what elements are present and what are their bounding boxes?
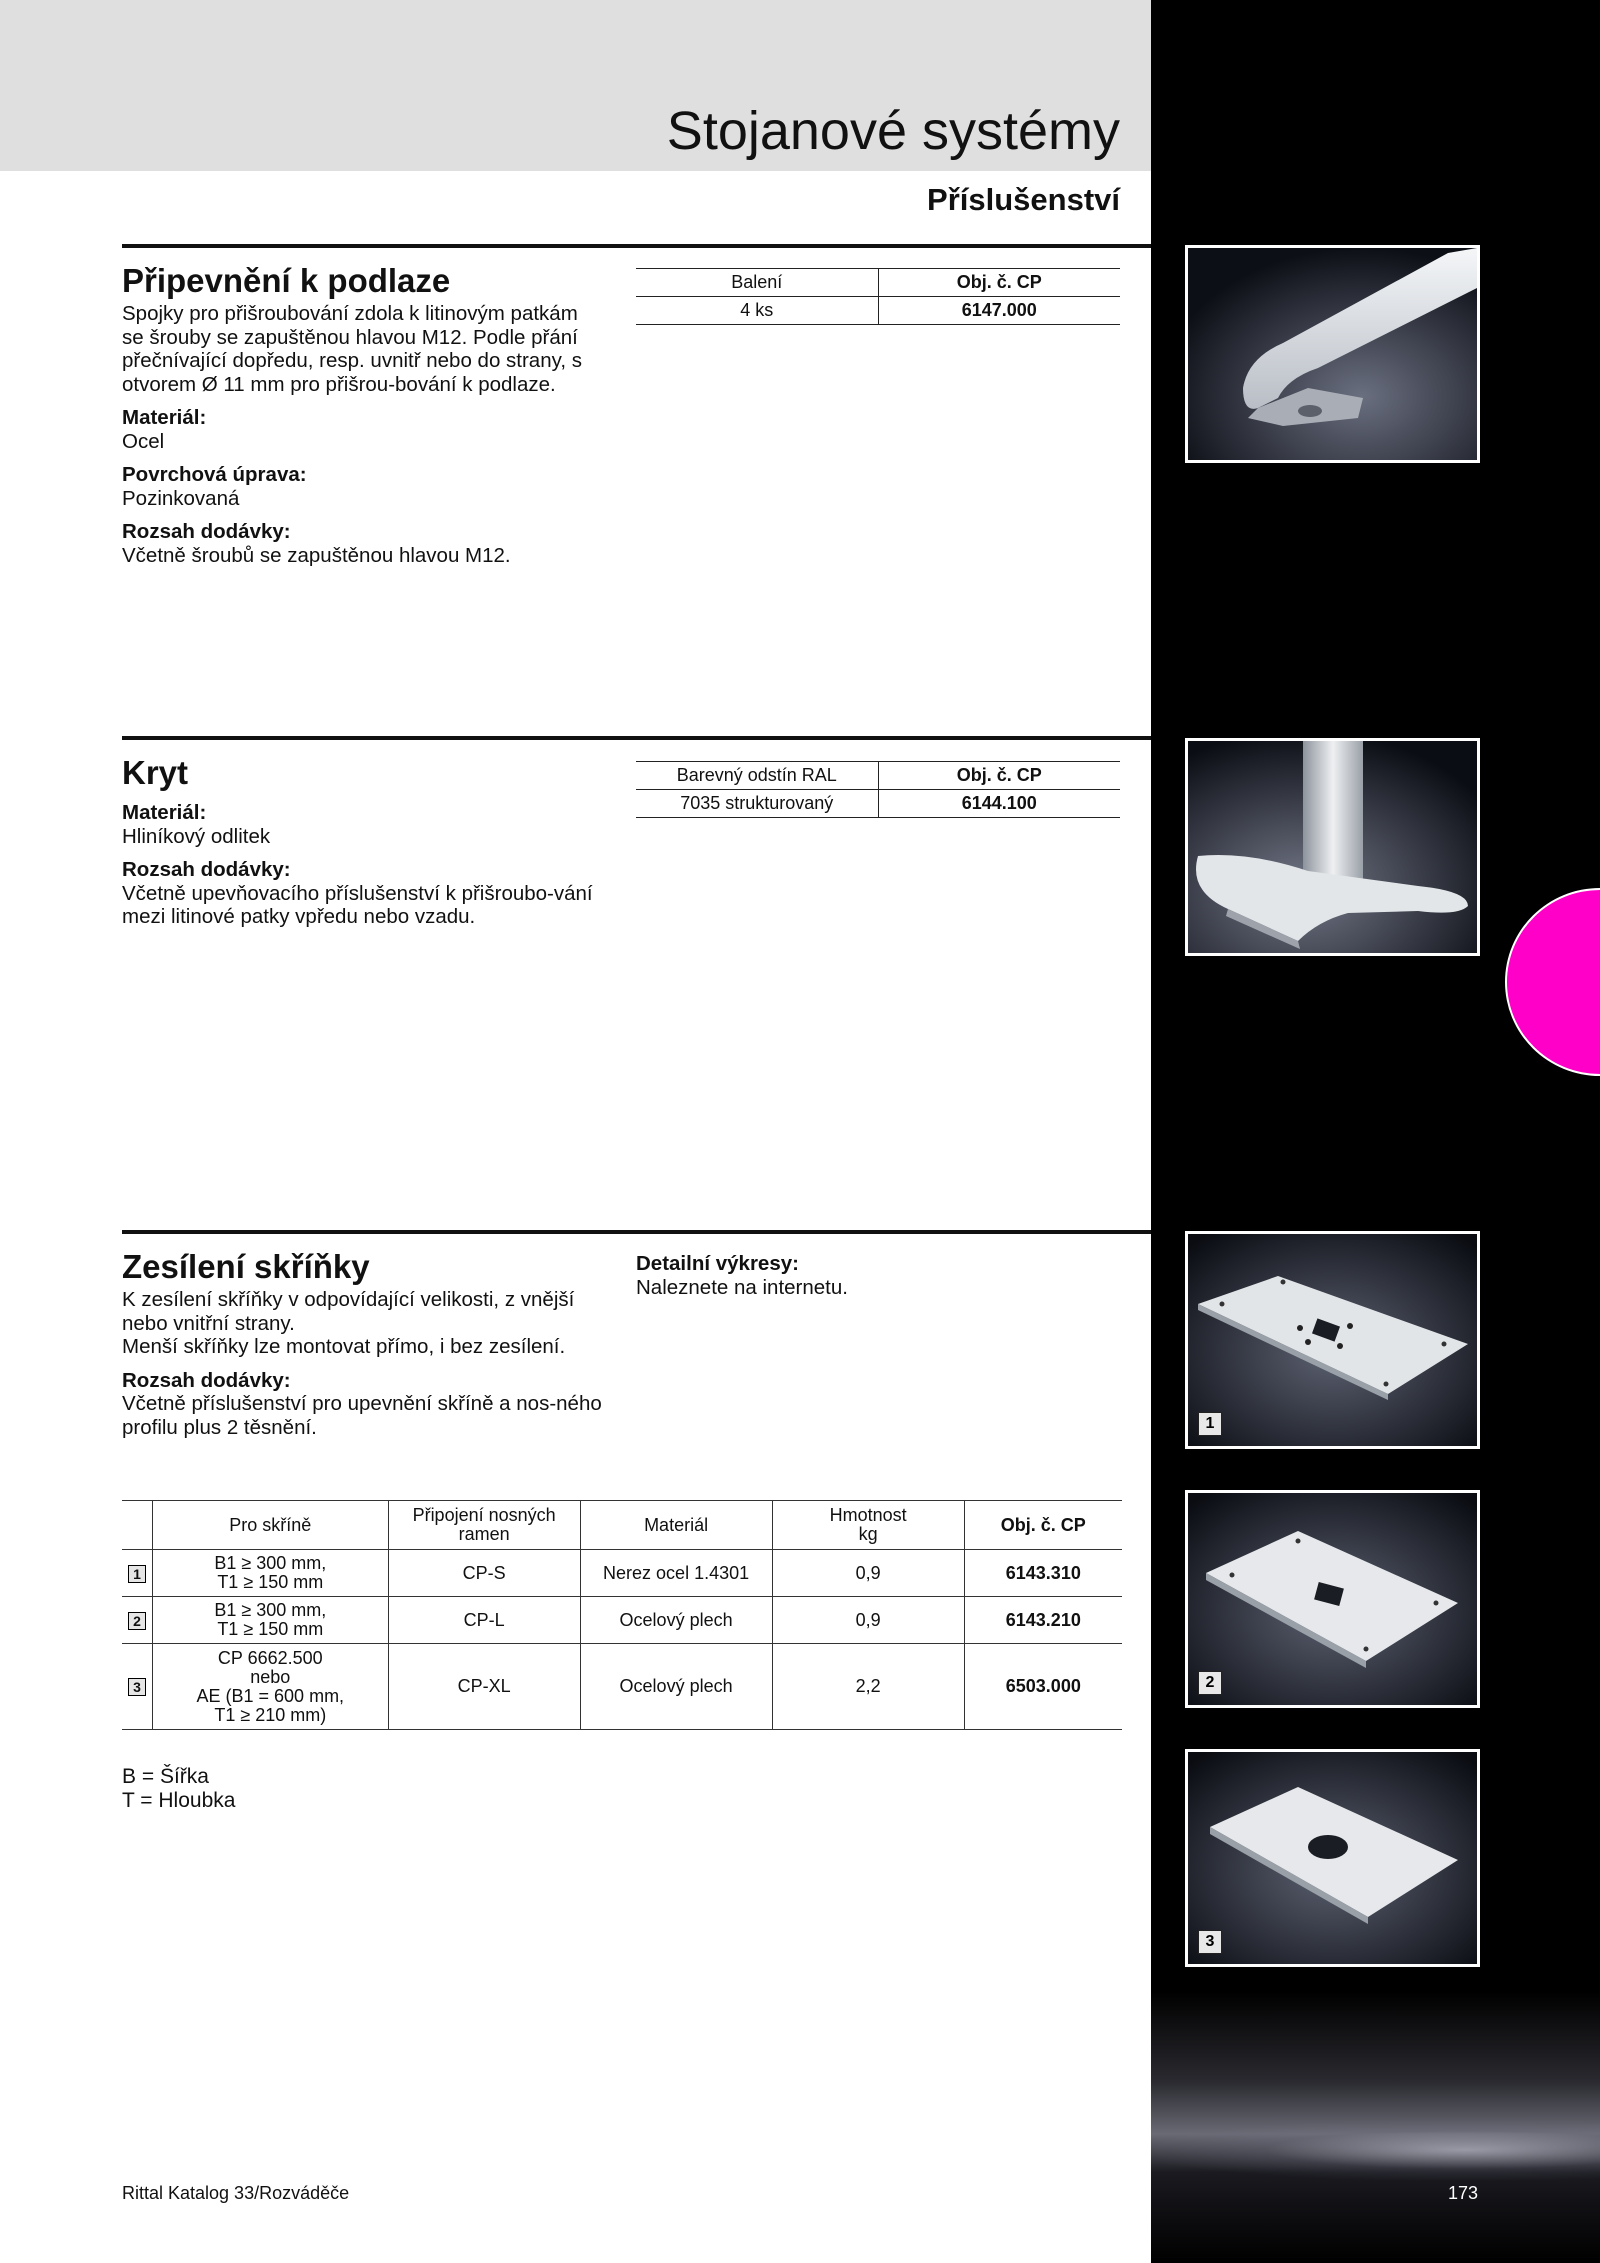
row-badge: 2 <box>128 1612 146 1630</box>
section-description: Spojky pro přišroubování zdola k litinovým patkám se šrouby se zapuštěnou hlavou M12. Podle přání přečnívající dopředu, resp. uvnitř nebo do strany, s otvorem Ø 11 mm pro přišrou-bování k podlaze. <box>122 302 582 396</box>
page-title: Stojanové systémy <box>666 101 1120 161</box>
order-number: 6147.000 <box>878 297 1120 325</box>
page-subtitle: Příslušenství <box>927 182 1120 217</box>
property-label: Rozsah dodávky: <box>122 520 291 543</box>
table-header: Materiál <box>580 1501 772 1550</box>
section-divider <box>122 736 1151 740</box>
row-badge: 1 <box>128 1565 146 1583</box>
section-title-reinforcement: Zesílení skříňky <box>122 1248 370 1285</box>
property-value: Včetně upevňovacího příslušenství k přišroubo-vání mezi litinové patky vpředu nebo vzadu. <box>122 881 593 928</box>
photo-badge: 3 <box>1198 1930 1222 1954</box>
table-header: Pro skříně <box>152 1501 388 1550</box>
table-header: Obj. č. CP <box>964 1501 1122 1550</box>
order-number: 6503.000 <box>964 1644 1122 1730</box>
reinforcement-table <box>122 1500 1122 1730</box>
order-table-cover <box>636 761 1120 818</box>
table-cell: 2,2 <box>772 1644 964 1730</box>
table-cell: CP-L <box>388 1597 580 1644</box>
section-title-cover: Kryt <box>122 754 189 791</box>
section-body-cover <box>122 801 602 939</box>
table-header: Obj. č. CP <box>878 762 1120 790</box>
order-number: 6144.100 <box>878 790 1120 818</box>
photo-badge: 1 <box>1198 1412 1222 1436</box>
table-cell: Ocelový plech <box>580 1644 772 1730</box>
property-value: Ocel <box>122 429 165 453</box>
table-cell: 0,9 <box>772 1550 964 1597</box>
section-description: K zesílení skříňky v odpovídající velikosti, z vnější nebo vnitřní strany. Menší skříňky lze montovat přímo, i bez zesílení. <box>122 1288 575 1358</box>
table-cell: Ocelový plech <box>580 1597 772 1644</box>
table-header: Hmotnost kg <box>772 1501 964 1550</box>
page-number: 173 <box>1448 2183 1479 2203</box>
property-value: Hliníkový odlitek <box>122 824 271 848</box>
order-number: 6143.210 <box>964 1597 1122 1644</box>
product-photo-plate-2 <box>1185 1490 1480 1708</box>
property-label: Materiál: <box>122 801 207 824</box>
table-cell: 7035 strukturovaný <box>636 790 878 818</box>
property-label: Rozsah dodávky: <box>122 1368 291 1392</box>
table-cell: CP 6662.500 nebo AE (B1 = 600 mm, T1 ≥ 210 mm) <box>152 1644 388 1730</box>
table-header: Obj. č. CP <box>878 269 1120 297</box>
legend-item: T = Hloubka <box>122 1788 236 1812</box>
footer-catalog-text: Rittal Katalog 33/Rozváděče <box>122 2183 350 2203</box>
table-row <box>122 1597 1122 1644</box>
table-header: Připojení nosných ramen <box>388 1501 580 1550</box>
legend <box>122 1765 235 1812</box>
photo-badge: 2 <box>1198 1671 1222 1695</box>
detail-drawings-note <box>636 1252 848 1299</box>
section-divider <box>122 1230 1151 1234</box>
product-photo-plate-1 <box>1185 1231 1480 1449</box>
table-cell: Nerez ocel 1.4301 <box>580 1550 772 1597</box>
property-label: Materiál: <box>122 406 207 429</box>
property-value: Včetně šroubů se zapuštěnou hlavou M12. <box>122 543 511 567</box>
property-label: Rozsah dodávky: <box>122 858 291 881</box>
property-value: Pozinkovaná <box>122 486 240 510</box>
table-header: Balení <box>636 269 878 297</box>
table-row <box>122 1644 1122 1730</box>
table-header: Barevný odstín RAL <box>636 762 878 790</box>
section-body-reinforcement <box>122 1288 602 1449</box>
order-table-floor-mount <box>636 268 1120 325</box>
table-cell: B1 ≥ 300 mm, T1 ≥ 150 mm <box>152 1597 388 1644</box>
property-label: Detailní výkresy: <box>636 1252 799 1275</box>
property-label: Povrchová úprava: <box>122 463 307 486</box>
internet-link[interactable]: Naleznete na internetu. <box>636 1275 848 1299</box>
property-value: Včetně příslušenství pro upevnění skříně a nos-ného profilu plus 2 těsnění. <box>122 1392 602 1439</box>
sidebar-shine <box>1151 2120 1600 2180</box>
legend-item: B = Šířka <box>122 1765 209 1788</box>
product-photo-plate-3 <box>1185 1749 1480 1967</box>
row-badge: 3 <box>128 1678 146 1696</box>
order-number: 6143.310 <box>964 1550 1122 1597</box>
table-cell: CP-S <box>388 1550 580 1597</box>
table-cell: B1 ≥ 300 mm, T1 ≥ 150 mm <box>152 1550 388 1597</box>
product-photo-cover <box>1185 738 1480 956</box>
table-cell: 4 ks <box>636 297 878 325</box>
section-body-floor-mount <box>122 302 602 577</box>
table-header <box>122 1501 152 1550</box>
table-row <box>122 1550 1122 1597</box>
product-photo-floor-mount <box>1185 245 1480 463</box>
table-cell: 0,9 <box>772 1597 964 1644</box>
section-divider <box>122 244 1151 248</box>
section-title-floor-mount: Připevnění k podlaze <box>122 262 451 299</box>
table-cell: CP-XL <box>388 1644 580 1730</box>
